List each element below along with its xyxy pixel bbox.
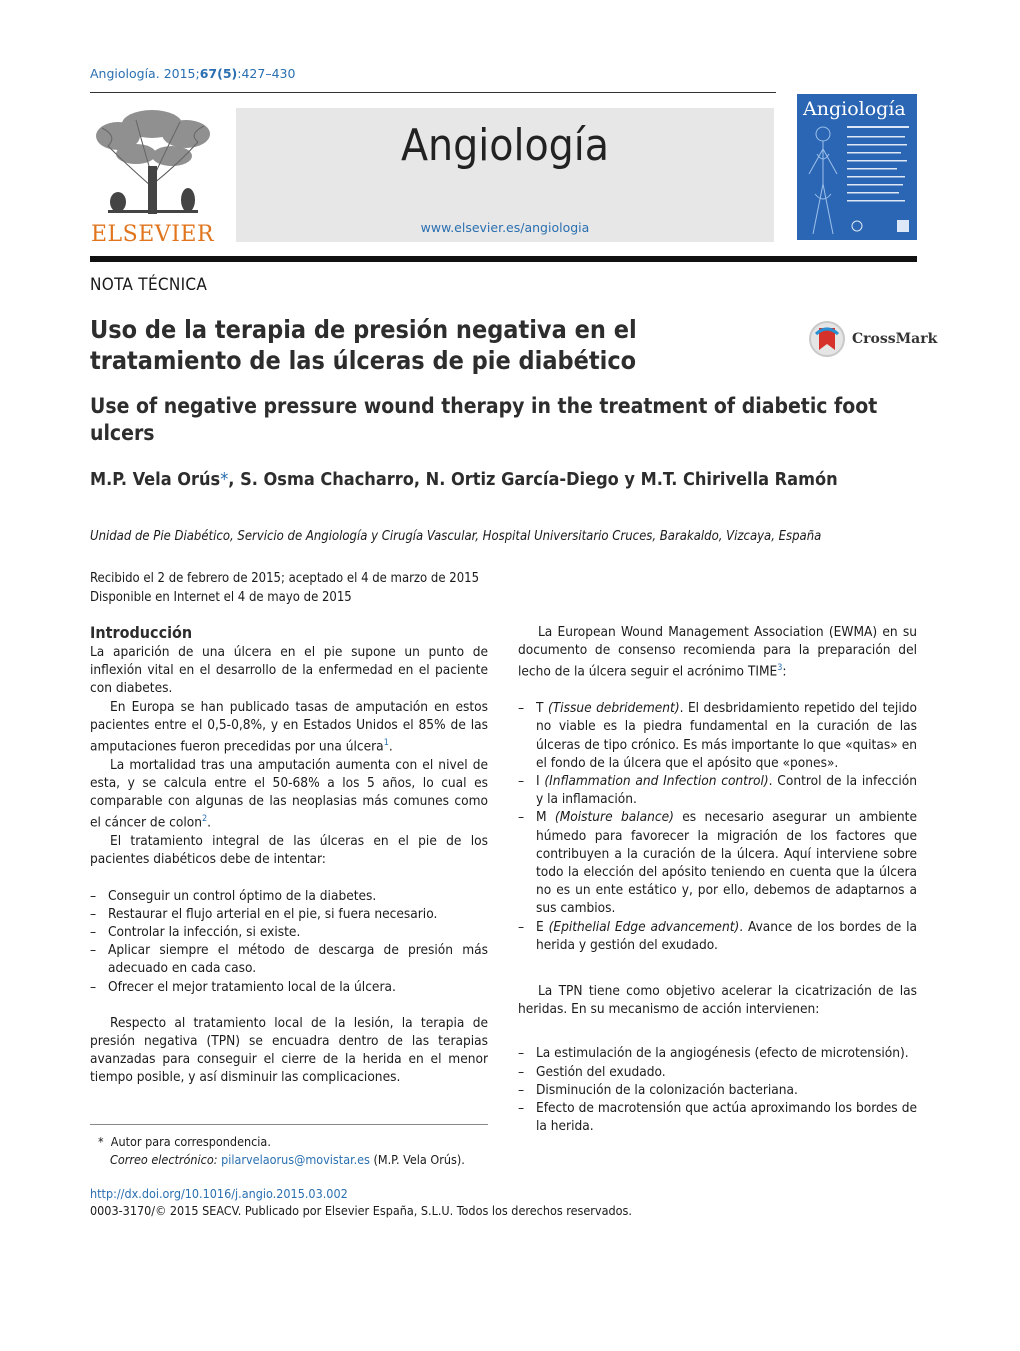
list-item: – Controlar la infección, si existe. [90, 923, 488, 941]
footnote-rule [90, 1124, 488, 1125]
corresponding-author-footnote: * Autor para correspondencia. Correo electrónico: pilarvelaorus@movistar.es (M.P. Vela Orús). [98, 1134, 465, 1167]
list-item: – T (Tissue debridement). El desbridamiento repetido del tejido no viable es la piedra fundamental en la curación de las úlceras de tipo crónico. Es más importante lo que «quitas» en el fondo de la úlcera que el apósito que «pones». [518, 699, 917, 772]
paragraph: La TPN tiene como objetivo acelerar la cicatrización de las heridas. En su mecanismo de acción intervienen: [518, 982, 917, 1018]
article-section-type: NOTA TÉCNICA [90, 275, 208, 295]
right-column [518, 623, 917, 1135]
section-heading-introduccion: Introducción [90, 623, 193, 642]
time-acronym-list [518, 699, 917, 954]
paragraph: La mortalidad tras una amputación aumenta con el nivel de esta, y se calcula entre el 50-68% a los 5 años, lo cual es comparable con algunas de las neoplasias más comunes como el cáncer de colon$^2$. [90, 756, 488, 831]
journal-citation[interactable]: Angiología. 2015;67(5):427–430 [90, 66, 296, 81]
reference-link[interactable]: 1 [383, 738, 389, 749]
copyright-notice: 0003-3170/© 2015 SEACV. Publicado por Elsevier España, S.L.U. Todos los derechos reservados. [90, 1203, 632, 1218]
paragraph: En Europa se han publicado tasas de amputación en estos pacientes entre el 0,5-0,8%, y en Estados Unidos el 85% de las amputaciones fueron precedidas por una úlcera$^1$. [90, 698, 488, 755]
left-column [90, 623, 488, 1087]
doi-link[interactable]: http://dx.doi.org/10.1016/j.angio.2015.03.002 [90, 1186, 348, 1201]
journal-cover-image[interactable] [797, 94, 917, 240]
article-title-english: Use of negative pressure wound therapy in the treatment of diabetic foot ulcers [90, 394, 878, 445]
affiliation: Unidad de Pie Diabético, Servicio de Angiología y Cirugía Vascular, Hospital Universitario Cruces, Barakaldo, Vizcaya, España [90, 529, 822, 544]
journal-title: Angiología [400, 120, 610, 171]
list-item: – Aplicar siempre el método de descarga de presión más adecuado en cada caso. [90, 941, 488, 977]
crossmark-icon [808, 318, 850, 360]
header-rule [90, 92, 776, 93]
list-item: – Restaurar el flujo arterial en el pie, si fuera necesario. [90, 905, 488, 923]
available-date: Disponible en Internet el 4 de mayo de 2015 [90, 590, 352, 605]
author-others: , S. Osma Chacharro, N. Ortiz García-Diego y M.T. Chirivella Ramón [228, 469, 838, 490]
reference-link[interactable]: 3 [777, 663, 783, 674]
author-list [90, 469, 838, 490]
received-date: Recibido el 2 de febrero de 2015; aceptado el 4 de marzo de 2015 [90, 571, 480, 586]
mechanism-list [518, 1044, 917, 1135]
treatment-goals-list [90, 887, 488, 996]
list-item: – E (Epithelial Edge advancement). Avance de los bordes de la herida y gestión del exudado. [518, 918, 917, 954]
list-item: – Ofrecer el mejor tratamiento local de la úlcera. [90, 978, 488, 996]
journal-url-link[interactable]: www.elsevier.es/angiologia [420, 220, 590, 235]
list-item: – Gestión del exudado. [518, 1063, 917, 1081]
cover-title: Angiología [803, 98, 906, 120]
article-title-spanish: Uso de la terapia de presión negativa en el tratamiento de las úlceras de pie diabético [90, 315, 637, 375]
author-email-link[interactable]: pilarvelaorus@movistar.es [221, 1152, 370, 1167]
elsevier-wordmark[interactable]: ELSEVIER [91, 222, 215, 247]
paragraph: La aparición de una úlcera en el pie supone un punto de inflexión vital en el desarrollo de la enfermedad en el paciente con diabetes. [90, 644, 488, 697]
paragraph: Respecto al tratamiento local de la lesión, la terapia de presión negativa (TPN) se encuadra dentro de las terapias avanzadas para conseguir el cierre de la herida en el menor tiempo posible, y así disminuir las complicaciones. [90, 1014, 488, 1086]
list-item: – I (Inflammation and Infection control). Control de la infección y la inflamación. [518, 772, 917, 808]
list-item: – Conseguir un control óptimo de la diabetes. [90, 887, 488, 905]
crossmark-label[interactable]: CrossMark [852, 331, 938, 347]
paragraph: La European Wound Management Association (EWMA) en su documento de consenso recomienda para la preparación del lecho de la úlcera seguir el acrónimo TIME$^3$: [518, 624, 917, 680]
article-dates [90, 569, 479, 607]
list-item: – Disminución de la colonización bacteriana. [518, 1081, 917, 1099]
corresponding-star[interactable]: * [220, 469, 229, 490]
author-corresponding[interactable]: M.P. Vela Orús [90, 469, 221, 490]
list-item: – M (Moisture balance) es necesario asegurar un ambiente húmedo para favorecer la migración de los factores que contribuyen a la curación de la úlcera. Aquí interviene sobre todo la elección del apósito teniendo en cuenta que la úlcera no es un ente estático y, por ello, debemos de adaptarnos a sus cambios. [518, 808, 917, 917]
reference-link[interactable]: 2 [201, 814, 208, 825]
paragraph: El tratamiento integral de las úlceras en el pie de los pacientes diabéticos debe de intentar: [90, 833, 488, 868]
header-thick-rule [90, 256, 917, 262]
list-item: – La estimulación de la angiogénesis (efecto de microtensión). [518, 1044, 917, 1062]
list-item: – Efecto de macrotensión que actúa aproximando los bordes de la herida. [518, 1099, 917, 1135]
